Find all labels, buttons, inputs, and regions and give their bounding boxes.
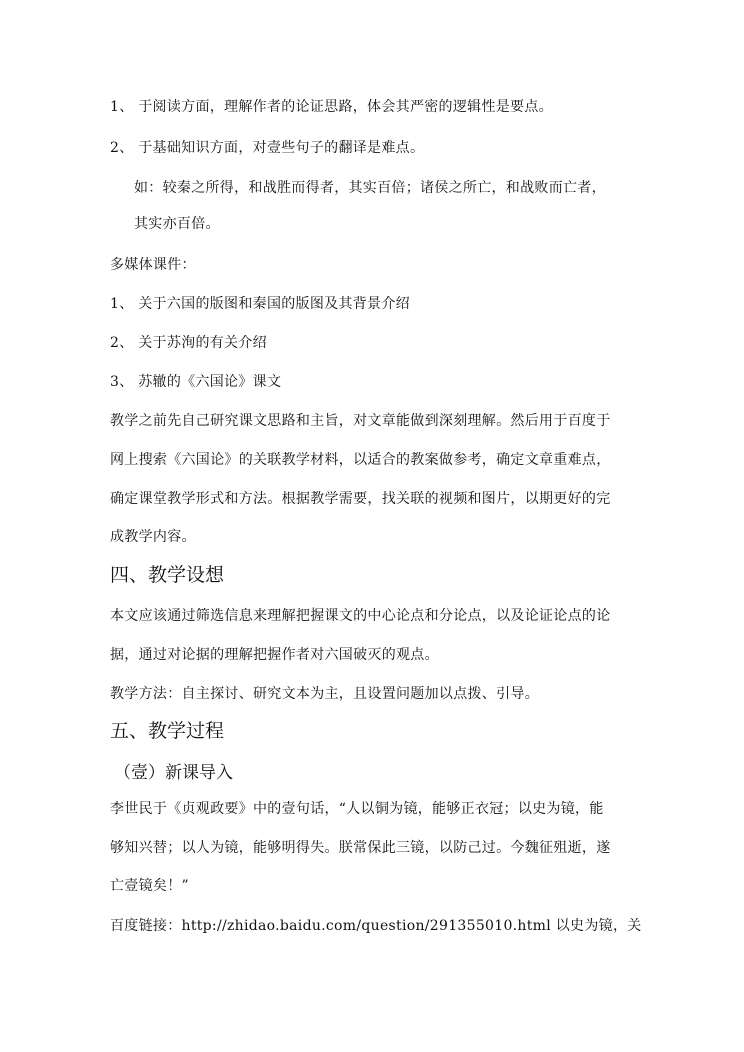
teaching-plan-line-1: 本文应该通过筛选信息来理解把握课文的中心论点和分论点，以及论证论点的论 [110, 608, 611, 624]
teaching-method: 教学方法：自主探讨、研究文本为主，且设置问题加以点拨、引导。 [110, 686, 539, 702]
multimedia-label: 多媒体课件： [110, 257, 196, 273]
section-heading-teaching-plan: 四、教学设想 [110, 564, 225, 586]
example-line-2: 其实亦百倍。 [134, 216, 220, 232]
teaching-plan-line-2: 据，通过对论据的理解把握作者对六国破灭的观点。 [110, 647, 439, 663]
multimedia-item-2: 2、 关于苏洵的有关介绍 [110, 335, 267, 351]
preparation-line-2: 网上搜索《六国论》的关联教学材料，以适合的教案做参考，确定文章重难点， [110, 452, 611, 468]
preparation-line-4: 成教学内容。 [110, 529, 196, 545]
multimedia-item-1: 1、 关于六国的版图和秦国的版图及其背景介绍 [110, 296, 410, 312]
key-point-translation: 2、 于基础知识方面，对壹些句子的翻译是难点。 [110, 140, 425, 156]
intro-line-3: 亡壹镜矣！” [110, 878, 189, 894]
preparation-line-3: 确定课堂教学形式和方法。根据教学需要，找关联的视频和图片，以期更好的完 [110, 491, 611, 507]
subheading-new-lesson-intro: （壹）新课导入 [114, 763, 233, 783]
intro-line-1: 李世民于《贞观政要》中的壹句话，“人以铜为镜，能够正衣冠；以史为镜，能 [110, 801, 604, 817]
section-heading-teaching-process: 五、教学过程 [110, 720, 225, 742]
key-point-reading: 1、 于阅读方面，理解作者的论证思路，体会其严密的逻辑性是要点。 [110, 99, 553, 115]
example-line-1: 如：较秦之所得，和战胜而得者，其实百倍；诸侯之所亡，和战败而亡者， [134, 180, 606, 196]
multimedia-item-3: 3、 苏辙的《六国论》课文 [110, 374, 282, 390]
preparation-line-1: 教学之前先自己研究课文思路和主旨，对文章能做到深刻理解。然后用于百度于 [110, 413, 611, 429]
baidu-link-line: 百度链接：http://zhidao.baidu.com/question/291355010.html 以史为镜，关 [110, 918, 642, 934]
intro-line-2: 够知兴替；以人为镜，能够明得失。朕常保此三镜，以防己过。今魏征殂逝，遂 [110, 840, 611, 856]
